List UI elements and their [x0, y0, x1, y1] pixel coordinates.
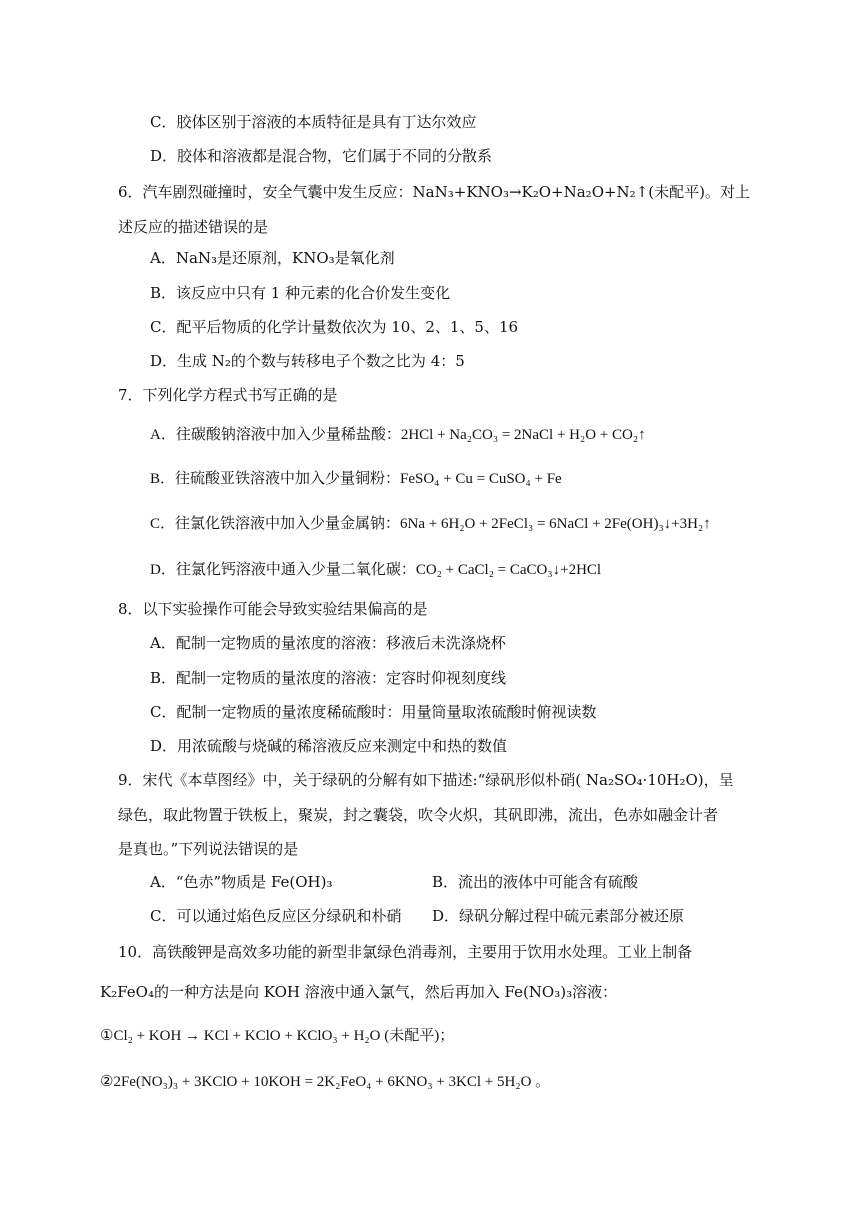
q8-option-c: C．配制一定物质的量浓度稀硫酸时：用量筒量取浓硫酸时俯视读数: [150, 703, 597, 721]
q6-option-d: D．生成 N₂的个数与转移电子个数之比为 4：5: [150, 352, 465, 370]
q8-option-a: A．配制一定物质的量浓度的溶液：移液后未洗涤烧杯: [150, 634, 506, 652]
q9-stem-line2: 绿色，取此物置于铁板上，聚炭，封之囊袋，吹令火炽，其矾即沸，流出，色赤如融金计者: [118, 806, 719, 824]
q7-stem: 7．下列化学方程式书写正确的是: [118, 386, 338, 404]
q9-option-c: C．可以通过焰色反应区分绿矾和朴硝: [150, 907, 402, 925]
q8-option-b: B．配制一定物质的量浓度的溶液：定容时仰视刻度线: [150, 669, 507, 687]
q6-stem-line2: 述反应的描述错误的是: [118, 218, 269, 236]
q7-option-d: D．往氯化钙溶液中通入少量二氧化碳：CO₂ + CaCl₂ = CaCO₃↓+2HCl: [150, 562, 602, 578]
q8-option-d: D．用浓硫酸与烧碱的稀溶液反应来测定中和热的数值: [150, 737, 508, 755]
q5-option-c: C．胶体区别于溶液的本质特征是具有丁达尔效应: [150, 113, 477, 131]
q10-stem-line1: 10．高铁酸钾是高效多功能的新型非氯绿色消毒剂，主要用于饮用水处理。工业上制备: [118, 943, 693, 961]
q10-equation-1: ①Cl₂ + KOH → KCl + KClO + KClO₃ + H₂O (未配平)；: [100, 1028, 455, 1044]
q9-option-a: A．“色赤”物质是 Fe(OH)₃: [150, 873, 333, 891]
q9-option-d: D．绿矾分解过程中硫元素部分被还原: [432, 907, 685, 925]
q10-stem-line2: K₂FeO₄的一种方法是向 KOH 溶液中通入氯气，然后再加入 Fe(NO₃)₃溶液：: [100, 983, 618, 1001]
q6-option-c: C．配平后物质的化学计量数依次为 10、2、1、5、16: [150, 318, 519, 336]
q6-option-a: A．NaN₃是还原剂，KNO₃是氧化剂: [150, 249, 395, 267]
q7-option-c: C．往氯化铁溶液中加入少量金属钠：6Na + 6H₂O + 2FeCl₃ = 6NaCl + 2Fe(OH)₃↓+3H₂↑: [150, 516, 711, 532]
q8-stem: 8．以下实验操作可能会导致实验结果偏高的是: [118, 600, 428, 618]
q10-equation-2: ②2Fe(NO₃)₃ + 3KClO + 10KOH = 2K₂FeO₄ + 6KNO₃ + 3KCl + 5H₂O 。: [100, 1074, 551, 1090]
q5-option-d: D．胶体和溶液都是混合物，它们属于不同的分散系: [150, 147, 493, 165]
q7-option-a: A．往碳酸钠溶液中加入少量稀盐酸：2HCl + Na₂CO₃ = 2NaCl + H₂O + CO₂↑: [150, 427, 646, 443]
q9-option-b: B．流出的液体中可能含有硫酸: [432, 873, 639, 891]
q9-stem-line1: 9．宋代《本草图经》中，关于绿矾的分解有如下描述:“绿矾形似朴硝( Na₂SO₄·10H₂O)，呈: [118, 771, 734, 789]
q9-stem-line3: 是真也。”下列说法错误的是: [118, 840, 299, 858]
q7-option-b: B．往硫酸亚铁溶液中加入少量铜粉：FeSO₄ + Cu = CuSO₄ + Fe: [150, 471, 562, 487]
q6-option-b: B．该反应中只有 1 种元素的化合价发生变化: [150, 284, 451, 302]
q6-stem-line1: 6．汽车剧烈碰撞时，安全气囊中发生反应：NaN₃+KNO₃→K₂O+Na₂O+N₂↑(未配平)。对上: [118, 183, 750, 201]
